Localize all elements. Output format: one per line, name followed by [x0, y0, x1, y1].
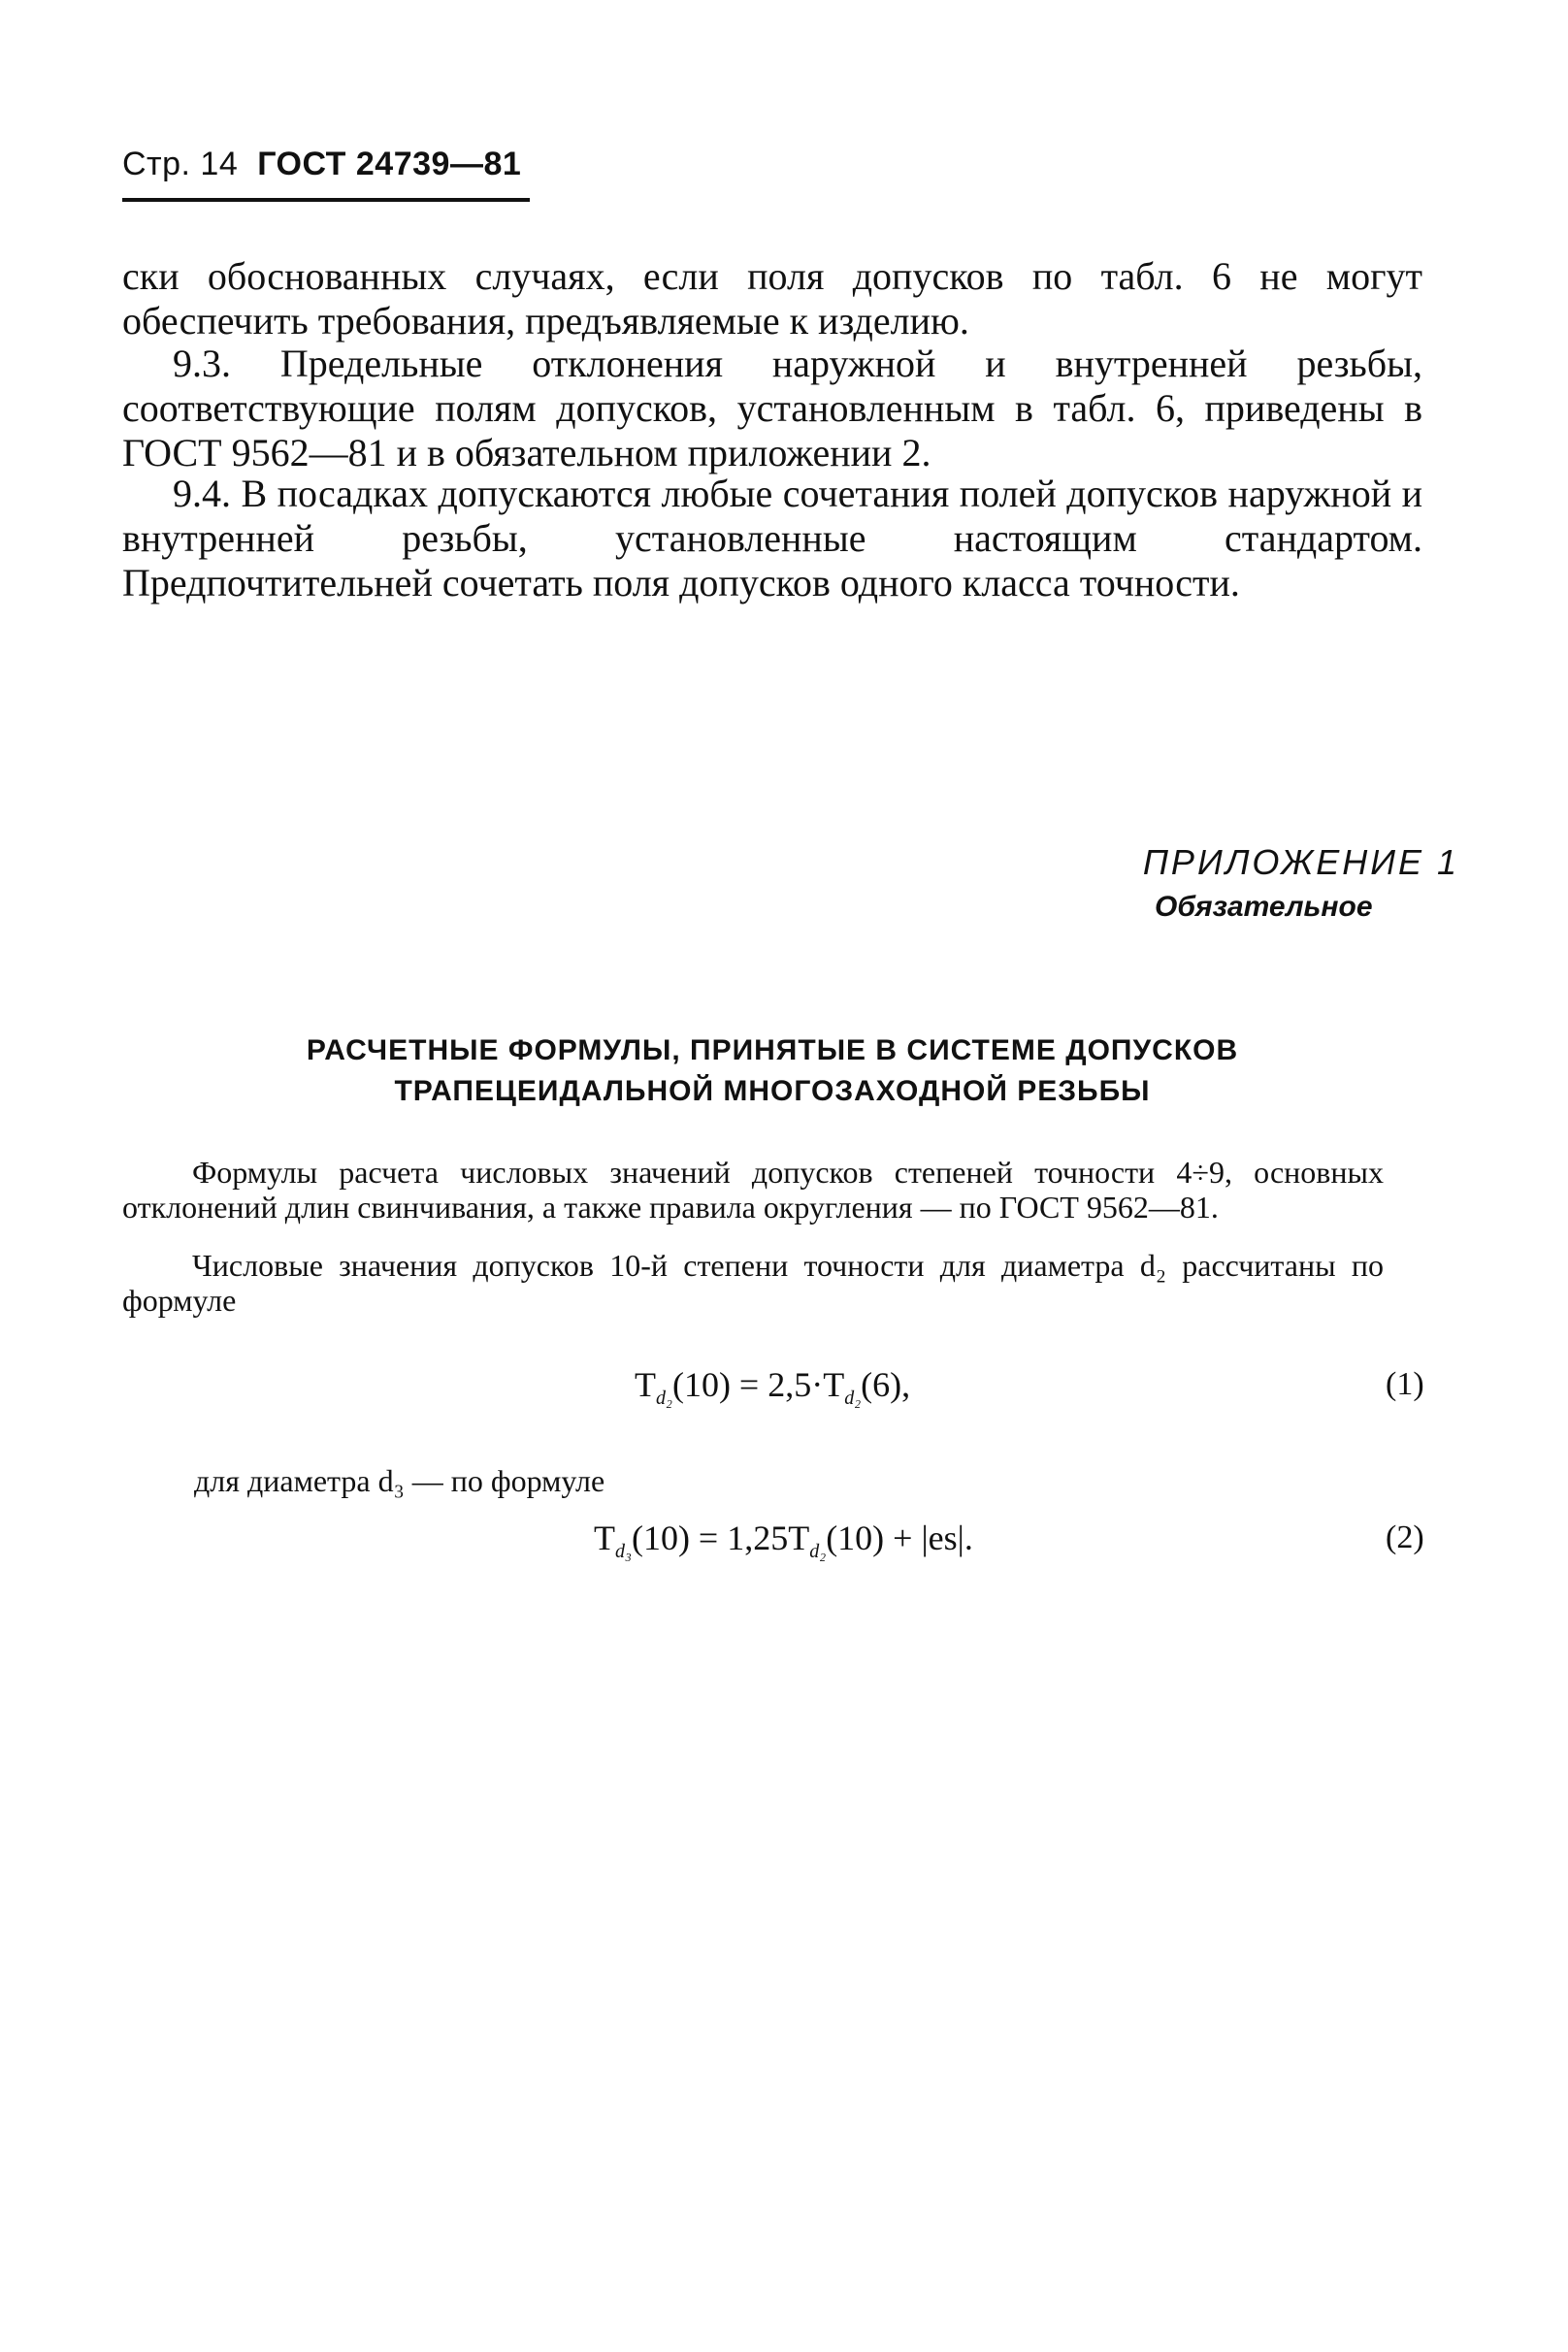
page-number: Стр. 14 — [122, 146, 239, 182]
formula-1: $T_{d_2}(10) = 2,5\cdot T_{d_2}(6)$, — [635, 1365, 911, 1410]
formula-1-tail: (6), — [861, 1365, 911, 1404]
header-rule — [122, 198, 530, 202]
formula-1-main: (10) = 2,5·T — [671, 1365, 845, 1404]
formula-2-main: (10) = 1,25T — [631, 1519, 810, 1557]
continuation-paragraph: ски обоснованных случаях, если поля допусков по табл. 6 не могут обеспечить требования, предъявляемые к изделию. — [122, 254, 1422, 343]
standard-number: ГОСТ 24739—81 — [257, 146, 522, 182]
formula-2: $T_{d_3}(10) = 1,25T_{d_2}(10) + |es|$. — [594, 1519, 973, 1563]
appendix-status: Обязательное — [1155, 891, 1373, 923]
equation-number-1: (1) — [1386, 1366, 1424, 1402]
paragraph-9-4: 9.4. В посадках допускаются любые сочетания полей допусков наружной и внутренней резьбы, установленные настоящим стандартом. Предпочтительней сочетать поля допусков одного класса точности. — [122, 472, 1422, 604]
body-paragraph-1: Формулы расчета числовых значений допусков степеней точности 4÷9, основных отклонений длин свинчивания, а также правила округления — по ГОСТ 9562—81. — [122, 1155, 1384, 1225]
title-line-1: РАСЧЕТНЫЕ ФОРМУЛЫ, ПРИНЯТЫЕ В СИСТЕМЕ ДОПУСКОВ — [306, 1034, 1239, 1066]
formula-2-tail: (10) + |es|. — [826, 1519, 973, 1557]
equation-number-2: (2) — [1386, 1519, 1424, 1555]
title-line-2: ТРАПЕЦЕИДАЛЬНОЙ МНОГОЗАХОДНОЙ РЕЗЬБЫ — [394, 1075, 1151, 1107]
appendix-title — [122, 1030, 1422, 1112]
formula-2-lead: для диаметра d₃ — по формуле — [194, 1463, 605, 1498]
paragraph-9-3: 9.3. Предельные отклонения наружной и внутренней резьбы, соответствующие полям допусков, установленным в табл. 6, приведены в ГОСТ 9562—81 и в обязательном приложении 2. — [122, 342, 1422, 474]
appendix-label: ПРИЛОЖЕНИЕ 1 — [1142, 842, 1459, 882]
page-header — [122, 146, 521, 183]
body-paragraph-2: Числовые значения допусков 10-й степени точности для диаметра d₂ рассчитаны по формуле — [122, 1248, 1384, 1318]
